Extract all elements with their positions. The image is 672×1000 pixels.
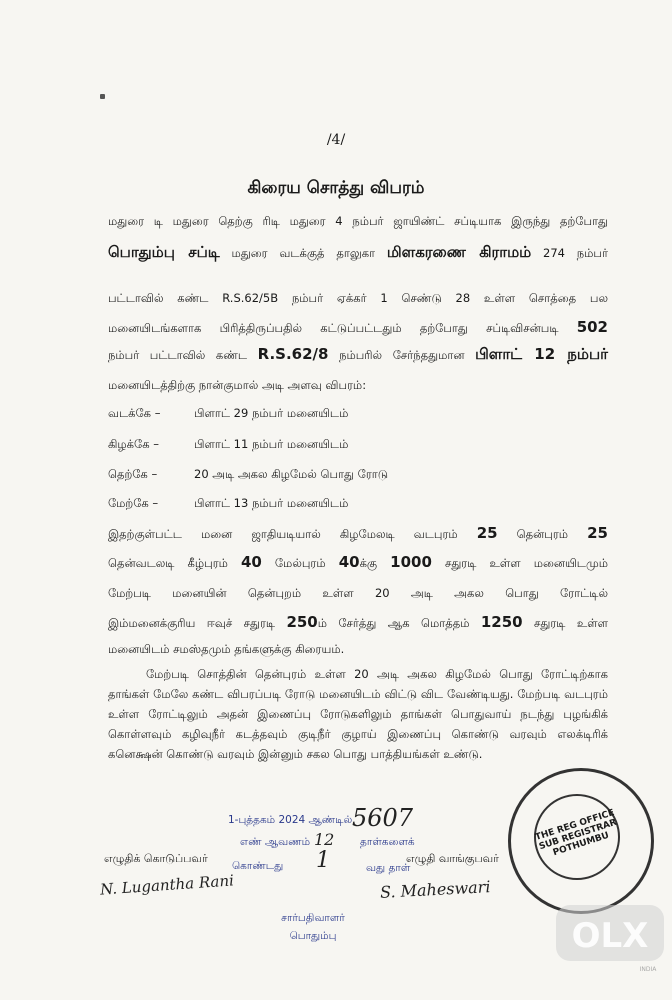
patta-number: 502: [576, 318, 608, 336]
property-line-6: மனையிடத்திற்கு நான்குமால் அடி அளவு விபரம்:: [108, 378, 367, 392]
registrar-place: பொதும்பு: [289, 930, 337, 942]
plot-area: 1000: [390, 553, 432, 571]
measure-line-1: [108, 524, 608, 543]
plot-number: பிளாட் 12 நம்பர்: [475, 345, 609, 363]
south-length: 25: [587, 524, 608, 542]
pages-label: தாள்களைக்: [360, 836, 415, 848]
contains-label: கொண்டது: [232, 860, 284, 872]
property-line-5: [108, 345, 608, 365]
sheet-label: வது தாள்: [366, 862, 411, 874]
line-2-text: மதுரை வடக்குத் தாலுகா: [219, 246, 387, 260]
boundary-north: [108, 406, 348, 422]
boundary-description: 20 அடி அகல கிழமேல் பொது ரோடு: [194, 467, 389, 481]
measure-text: தென்புரம்: [497, 527, 588, 541]
boundary-direction: மேற்கே –: [108, 496, 159, 510]
document-number: 5607: [352, 804, 414, 832]
measure-line-4: [108, 613, 608, 632]
measure-text: இதற்குள்பட்ட மனை ஜாதியடியால் கிழமேலடி வடபுரம்: [108, 527, 477, 541]
boundary-description: பிளாட் 13 நம்பர் மனையிடம்: [194, 496, 349, 510]
measure-line-5: மனையிடம் சமஸ்தமும் தங்களுக்கு கிரையம்.: [108, 642, 345, 656]
north-length: 25: [476, 524, 498, 542]
page-count: 12: [314, 830, 335, 849]
property-line-1: மதுரை டி மதுரை தெற்கு ரிடி மதுரை 4 நம்பர் ஜாயிண்ட் சப்டியாக இருந்து தற்போது: [108, 214, 608, 228]
east-length: 40: [240, 553, 262, 571]
survey-number: R.S.62/8: [257, 345, 329, 363]
measure-text: சதுரடி உள்ள: [522, 616, 609, 630]
number-label: எண் ஆவணம்: [240, 836, 311, 848]
measure-text: சதுரடி உள்ள மனையிடமும்: [431, 556, 608, 570]
property-line-4: [108, 318, 608, 337]
road-share-area: 250: [286, 613, 318, 631]
olx-watermark-text: OLX: [571, 916, 649, 956]
rights-paragraph: [108, 664, 608, 764]
measure-text: க்கு: [359, 556, 391, 570]
boundary-description: பிளாட் 11 நம்பர் மனையிடம்: [194, 437, 349, 451]
seal-text: THE REG OFFICE SUB REGISTRAR POTHUMBU: [534, 807, 619, 859]
line-4-text: மனையிடங்களாக பிரித்திருப்பதில் கட்டுப்பட்டதும் தற்போது சப்டிவிசன்படி: [108, 321, 577, 335]
document-title: கிரைய சொத்து விபரம்: [247, 178, 425, 198]
property-line-3: பட்டாவில் கண்ட R.S.62/5B நம்பர் ஏக்கர் 1 செண்டு 28 உள்ள சொத்தை பல: [108, 291, 608, 305]
west-length: 40: [338, 553, 360, 571]
measure-text: தென்வடலடி கீழ்புரம்: [108, 556, 241, 570]
boundary-direction: தெற்கே –: [108, 467, 158, 481]
measure-line-2: [108, 553, 608, 572]
page-number: /4/: [326, 132, 346, 148]
rights-paragraph-text: மேற்படி சொத்தின் தென்புரம் உள்ள 20 அடி அகல கிழமேல் பொது ரோட்டிற்காக தாங்கள் மேலே கண்ட விபரப்படி ரோடு மனையிடம் விட்டு விட வேண்டியது. மேற்படி வடபுரம் உள்ள ரோட்டிலும் அதன் இணைப்பு ரோடுகளிலும் தாங்கள் பொதுவாய் நடந்து புழங்கிக் கொள்ளவும் கழிவுநீர் கடத்தவும் குடிநீர் குழாய் இணைப்பு கொண்டு வரவும் எலக்டிரிக் கனெக்ஷன் கொண்டு வரவும் இன்னும் சகல பொது பாத்தியங்கள் உண்டு.: [108, 667, 608, 761]
measure-text: மேல்புரம்: [261, 556, 339, 570]
executant-label: எழுதிக் கொடுப்பவர்: [104, 852, 208, 865]
measure-text: இம்மனைக்குரிய ஈவுச் சதுரடி: [108, 616, 287, 630]
ink-mark: [100, 94, 105, 99]
property-line-2: [108, 243, 608, 263]
boundary-west: [108, 496, 348, 512]
line-5-text: நம்பர் பட்டாவில் கண்ட: [108, 348, 258, 362]
claimant-signature: S. Maheswari: [379, 877, 491, 902]
registration-year: 1-புத்தகம் 2024 ஆண்டில்: [228, 814, 353, 826]
measure-text: ம் சேர்த்து ஆக மொத்தம்: [317, 616, 481, 630]
olx-watermark-icon: [556, 905, 664, 973]
executant-signature: N. Lugantha Rani: [99, 871, 235, 899]
boundary-direction: வடக்கே –: [108, 406, 161, 420]
sheet-number: 1: [316, 848, 330, 873]
registrar-title: சார்பதிவாளர்: [281, 912, 345, 924]
boundary-east: [108, 437, 348, 453]
line-2-text-end: 274 நம்பர்: [531, 246, 608, 260]
boundary-direction: கிழக்கே –: [108, 437, 159, 451]
line-5-text-mid: நம்பரில் சேர்ந்ததுமான: [328, 348, 476, 362]
claimant-label: எழுதி வாங்குபவர்: [406, 852, 499, 865]
olx-watermark-subtext: INDIA: [639, 966, 657, 973]
boundary-south: [108, 467, 388, 483]
village-name: மிளகரணை கிராமம்: [386, 243, 532, 261]
boundary-description: பிளாட் 29 நம்பர் மனையிடம்: [194, 406, 349, 420]
total-area: 1250: [480, 613, 523, 631]
measure-line-3: மேற்படி மனையின் தென்புறம் உள்ள 20 அடி அகல பொது ரோட்டில்: [108, 586, 608, 600]
sub-registry-name: பொதும்பு சப்டி: [108, 243, 220, 261]
